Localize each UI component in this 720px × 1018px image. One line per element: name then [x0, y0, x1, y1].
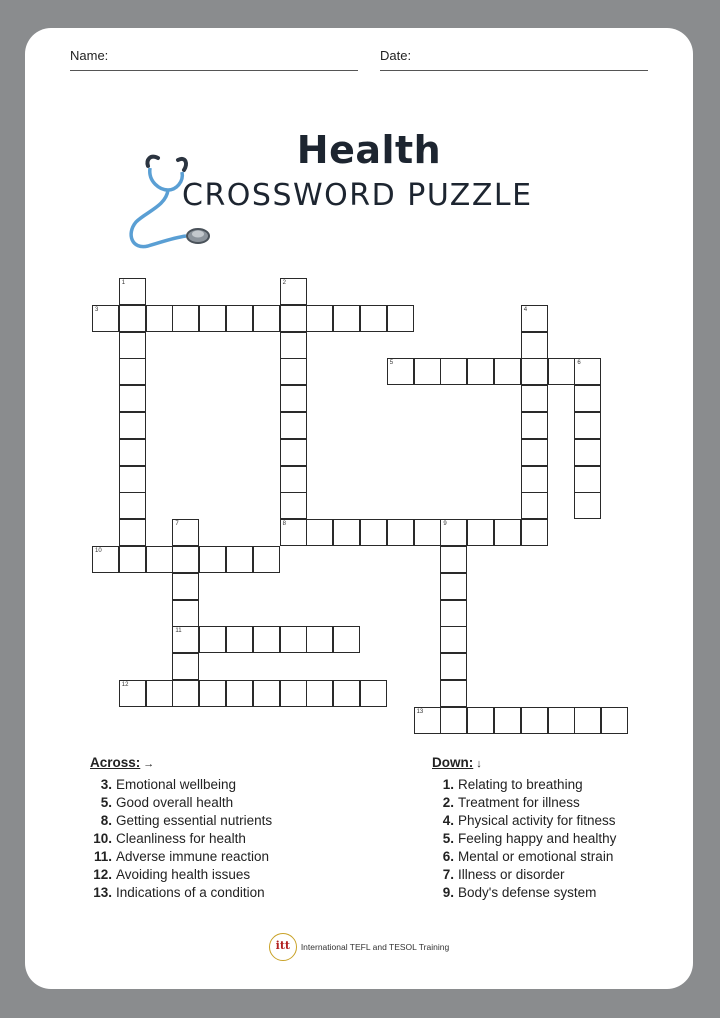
crossword-cell[interactable] — [521, 492, 548, 519]
crossword-cell[interactable] — [226, 546, 253, 573]
across-clue-item — [90, 794, 272, 812]
crossword-cell[interactable] — [414, 358, 441, 385]
crossword-cell[interactable] — [306, 680, 333, 707]
crossword-cell[interactable] — [521, 412, 548, 439]
across-clue-item — [90, 812, 272, 830]
crossword-cell[interactable] — [601, 707, 628, 734]
crossword-cell[interactable] — [306, 626, 333, 653]
crossword-cell[interactable] — [574, 466, 601, 493]
clue-number: 6. — [442, 849, 454, 864]
clue-number: 5. — [442, 831, 454, 846]
crossword-cell[interactable] — [119, 546, 146, 573]
cell-number: 1 — [121, 280, 126, 286]
crossword-cell[interactable] — [119, 519, 146, 546]
crossword-cell[interactable] — [146, 305, 173, 332]
crossword-cell[interactable] — [280, 305, 307, 332]
down-clue-item — [432, 866, 616, 884]
cell-number: 2 — [282, 280, 286, 286]
crossword-cell[interactable] — [280, 439, 307, 466]
crossword-cell[interactable] — [199, 546, 226, 573]
crossword-cell[interactable] — [306, 305, 333, 332]
across-heading-label: Across: — [90, 755, 141, 770]
crossword-cell[interactable] — [521, 466, 548, 493]
across-clues — [90, 755, 272, 902]
crossword-cell[interactable] — [440, 519, 467, 546]
crossword-cell[interactable] — [280, 519, 307, 546]
clue-number: 8. — [100, 813, 112, 828]
crossword-cell[interactable] — [253, 546, 280, 573]
crossword-cell[interactable] — [360, 680, 387, 707]
crossword-cell[interactable] — [387, 519, 414, 546]
crossword-cell[interactable] — [280, 466, 307, 493]
clue-text: Getting essential nutrients — [116, 813, 273, 828]
logo-text: itt — [275, 939, 290, 952]
crossword-cell[interactable] — [199, 305, 226, 332]
crossword-cell[interactable] — [574, 412, 601, 439]
cell-number: 5 — [389, 360, 394, 367]
crossword-cell[interactable] — [280, 680, 307, 707]
crossword-cell[interactable] — [574, 358, 601, 385]
crossword-cell[interactable] — [253, 305, 280, 332]
crossword-cell[interactable] — [119, 466, 146, 493]
crossword-cell[interactable] — [280, 626, 307, 653]
clue-text: Relating to breathing — [458, 777, 583, 792]
crossword-cell[interactable] — [226, 305, 253, 332]
across-clue-item — [90, 866, 272, 884]
clue-text: Mental or emotional strain — [458, 849, 614, 864]
crossword-cell[interactable] — [494, 519, 521, 546]
cell-number: 13 — [416, 708, 424, 715]
cell-number: 3 — [95, 306, 99, 313]
crossword-cell[interactable] — [119, 305, 146, 332]
right-arrow-icon: → — [143, 758, 155, 770]
crossword-cell[interactable] — [414, 707, 441, 734]
clue-number: 12. — [93, 867, 112, 882]
crossword-cell[interactable] — [521, 439, 548, 466]
crossword-cell[interactable] — [119, 385, 146, 412]
crossword-cell[interactable] — [387, 358, 414, 385]
crossword-cell[interactable] — [280, 412, 307, 439]
crossword-cell[interactable] — [119, 358, 146, 385]
crossword-cell[interactable] — [280, 385, 307, 412]
crossword-cell[interactable] — [280, 358, 307, 385]
name-label: Name: — [70, 48, 109, 63]
cell-number: 12 — [121, 682, 129, 688]
down-heading-label: Down: — [432, 755, 474, 770]
date-line — [380, 70, 648, 71]
crossword-cell[interactable] — [333, 626, 360, 653]
crossword-cell[interactable] — [172, 573, 199, 600]
crossword-cell[interactable] — [440, 707, 467, 734]
clue-text: Avoiding health issues — [116, 867, 251, 882]
crossword-cell[interactable] — [333, 305, 360, 332]
clue-number: 3. — [100, 777, 112, 792]
crossword-cell[interactable] — [467, 519, 494, 546]
crossword-cell[interactable] — [548, 707, 575, 734]
crossword-cell[interactable] — [172, 519, 199, 546]
cell-number: 11 — [175, 628, 182, 635]
cell-number: 10 — [95, 548, 102, 554]
clue-text: Good overall health — [116, 795, 234, 810]
clue-number: 9. — [442, 885, 454, 900]
clue-text: Adverse immune reaction — [116, 849, 270, 864]
crossword-cell[interactable] — [172, 546, 199, 573]
cell-number: 6 — [577, 360, 581, 367]
crossword-cell[interactable] — [92, 305, 119, 332]
clue-number: 7. — [442, 867, 454, 882]
crossword-cell[interactable] — [199, 626, 226, 653]
crossword-cell[interactable] — [306, 519, 333, 546]
crossword-cell[interactable] — [440, 573, 467, 600]
clue-number: 10. — [93, 831, 112, 846]
across-clue-item — [90, 884, 272, 902]
crossword-cell[interactable] — [146, 546, 173, 573]
down-clue-item — [432, 812, 616, 830]
cell-number: 8 — [282, 521, 286, 528]
crossword-cell[interactable] — [172, 626, 199, 653]
date-label: Date: — [380, 48, 412, 63]
crossword-cell[interactable] — [119, 332, 146, 359]
crossword-cell[interactable] — [119, 439, 146, 466]
crossword-cell[interactable] — [226, 680, 253, 707]
crossword-cell[interactable] — [360, 305, 387, 332]
crossword-cell[interactable] — [574, 385, 601, 412]
down-clue-item — [432, 884, 616, 902]
clue-text: Physical activity for fitness — [458, 813, 616, 828]
crossword-cell[interactable] — [119, 492, 146, 519]
crossword-cell[interactable] — [494, 358, 521, 385]
crossword-cell[interactable] — [172, 680, 199, 707]
down-clue-item — [432, 794, 616, 812]
across-heading — [90, 755, 272, 770]
crossword-cell[interactable] — [253, 680, 280, 707]
crossword-cell[interactable] — [253, 626, 280, 653]
down-arrow-icon: ↓ — [476, 758, 482, 770]
down-heading — [432, 755, 616, 770]
down-clue-item — [432, 848, 616, 866]
crossword-cell[interactable] — [548, 358, 575, 385]
crossword-cell[interactable] — [280, 332, 307, 359]
crossword-cell[interactable] — [92, 546, 119, 573]
clue-number: 4. — [442, 813, 454, 828]
down-clue-list — [432, 776, 616, 902]
crossword-cell[interactable] — [280, 492, 307, 519]
across-clue-list — [90, 776, 272, 902]
crossword-cell[interactable] — [119, 680, 146, 707]
clue-text: Feeling happy and healthy — [458, 831, 617, 846]
clue-number: 1. — [442, 777, 454, 792]
crossword-cell[interactable] — [574, 492, 601, 519]
cell-number: 7 — [175, 521, 179, 528]
cell-number: 9 — [443, 521, 447, 528]
crossword-cell[interactable] — [387, 305, 414, 332]
crossword-cell[interactable] — [574, 439, 601, 466]
name-field[interactable] — [70, 48, 108, 63]
clue-text: Cleanliness for health — [116, 831, 246, 846]
footer-text: International TEFL and TESOL Training — [300, 942, 450, 952]
clue-number: 11. — [93, 849, 112, 864]
clue-text: Treatment for illness — [458, 795, 580, 810]
crossword-cell[interactable] — [440, 626, 467, 653]
crossword-cell[interactable] — [119, 412, 146, 439]
clue-text: Indications of a condition — [116, 885, 265, 900]
crossword-cell[interactable] — [521, 332, 548, 359]
crossword-cell[interactable] — [467, 358, 494, 385]
across-clue-item — [90, 848, 272, 866]
crossword-cell[interactable] — [440, 600, 467, 627]
crossword-cell[interactable] — [440, 546, 467, 573]
crossword-cell[interactable] — [440, 358, 467, 385]
crossword-cell[interactable] — [333, 519, 360, 546]
across-clue-item — [90, 776, 272, 794]
crossword-cell[interactable] — [521, 519, 548, 546]
crossword-cell[interactable] — [521, 385, 548, 412]
crossword-cell[interactable] — [521, 707, 548, 734]
crossword-cell[interactable] — [172, 653, 199, 680]
crossword-cell[interactable] — [199, 680, 226, 707]
crossword-cell[interactable] — [172, 305, 199, 332]
itt-logo-icon — [269, 933, 297, 961]
crossword-cell[interactable] — [521, 358, 548, 385]
clue-number: 5. — [100, 795, 112, 810]
crossword-cell[interactable] — [280, 278, 307, 305]
crossword-cell[interactable] — [360, 519, 387, 546]
crossword-cell[interactable] — [226, 626, 253, 653]
cell-number: 4 — [523, 306, 528, 313]
crossword-cell[interactable] — [119, 278, 146, 305]
crossword-cell[interactable] — [440, 653, 467, 680]
down-clue-item — [432, 776, 616, 794]
puzzle-subtitle: CROSSWORD PUZZLE — [182, 178, 533, 213]
down-clue-item — [432, 830, 616, 848]
crossword-cell[interactable] — [414, 519, 441, 546]
across-clue-item — [90, 830, 272, 848]
crossword-cell[interactable] — [574, 707, 601, 734]
puzzle-title: Health — [296, 128, 442, 172]
name-line — [70, 70, 358, 71]
clue-text: Illness or disorder — [458, 867, 565, 882]
crossword-cell[interactable] — [172, 600, 199, 627]
clue-text: Emotional wellbeing — [116, 777, 237, 792]
date-field[interactable] — [380, 48, 411, 63]
clue-number: 2. — [442, 795, 454, 810]
crossword-cell[interactable] — [146, 680, 173, 707]
clue-text: Body's defense system — [458, 885, 597, 900]
crossword-cell[interactable] — [467, 707, 494, 734]
clue-number: 13. — [93, 885, 112, 900]
down-clues — [432, 755, 616, 902]
crossword-cell[interactable] — [521, 305, 548, 332]
footer-branding — [25, 933, 693, 961]
crossword-cell[interactable] — [494, 707, 521, 734]
crossword-cell[interactable] — [333, 680, 360, 707]
crossword-cell[interactable] — [440, 680, 467, 707]
